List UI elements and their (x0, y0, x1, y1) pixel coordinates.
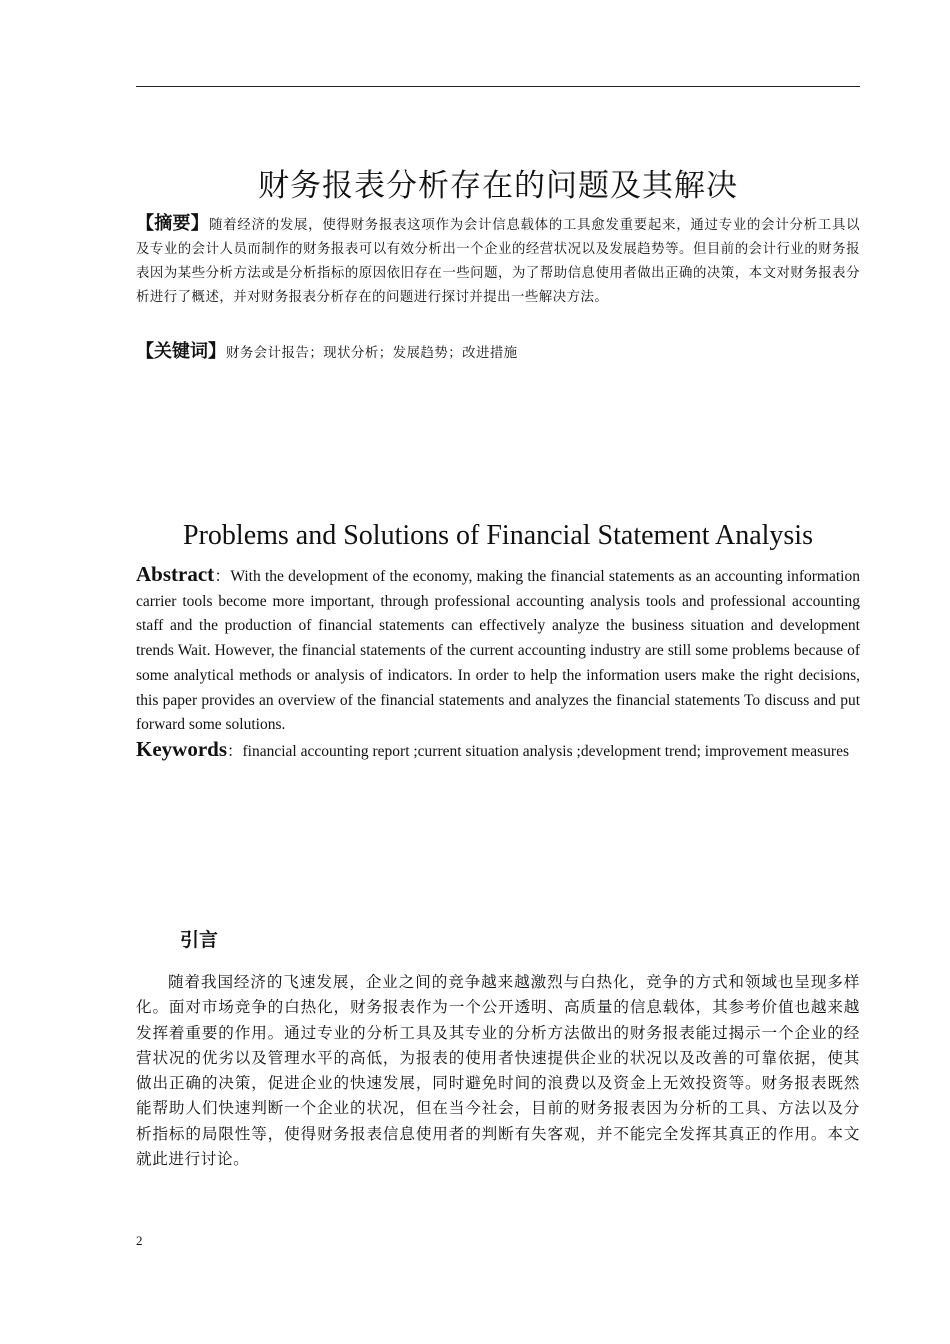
english-keywords (136, 737, 860, 765)
english-title: Problems and Solutions of Financial Statement Analysis (183, 520, 813, 551)
english-keywords-text: financial accounting report ;current situation analysis ;development trend; improvement measures (242, 743, 849, 760)
chinese-keywords (136, 340, 860, 366)
chinese-abstract-label: 【摘要】 (136, 213, 210, 234)
english-abstract-text: With the development of the economy, making the financial statements as an accounting information carrier tools become more important, through professional accounting analysis tools and professional accounting staff and the production of financial statements can effectively analyze the business situation and development trends Wait. However, the financial statements of the current accounting industry are still some problems because of some analytical methods or analysis of indicators. In order to help the information users make the right decisions, this paper provides an overview of the financial statements and analyzes the financial statements To discuss and put forward some solutions. (136, 568, 860, 734)
english-keywords-label: Keywords (136, 737, 227, 761)
english-keywords-separator: ： (227, 743, 243, 760)
chinese-abstract (136, 212, 860, 310)
introduction-heading: 引言 (180, 929, 219, 951)
english-abstract-label: Abstract (136, 562, 215, 586)
page-number: 2 (136, 1233, 143, 1248)
chinese-keywords-label: 【关键词】 (136, 341, 226, 362)
header-rule (136, 86, 860, 87)
chinese-keywords-text: 财务会计报告；现状分析；发展趋势；改进措施 (226, 346, 518, 361)
english-abstract (136, 562, 860, 738)
introduction-paragraph: 随着我国经济的飞速发展，企业之间的竞争越来越激烈与白热化，竞争的方式和领域也呈现多样化。面对市场竞争的白热化，财务报表作为一个公开透明、高质量的信息载体，其参考价值也越来越发挥着重要的作用。通过专业的分析工具及其专业的分析方法做出的财务报表能过揭示一个企业的经营状况的优劣以及管理水平的高低，为报表的使用者快速提供企业的状况以及改善的可靠依据，使其做出正确的决策，促进企业的快速发展，同时避免时间的浪费以及资金上无效投资等。财务报表既然能帮助人们快速判断一个企业的状况，但在当今社会，目前的财务报表因为分析的工具、方法以及分析指标的局限性等，使得财务报表信息使用者的判断有失客观，并不能完全发挥其真正的作用。本文就此进行讨论。 (136, 973, 860, 1169)
chinese-title: 财务报表分析存在的问题及其解决 (258, 168, 738, 204)
english-abstract-separator: ： (214, 568, 231, 585)
chinese-abstract-text: 随着经济的发展，使得财务报表这项作为会计信息载体的工具愈发重要起来，通过专业的会计分析工具以及专业的会计人员而制作的财务报表可以有效分析出一个企业的经营状况以及发展趋势等。但目前的会计行业的财务报表因为某些分析方法或是分析指标的原因依旧存在一些问题，为了帮助信息使用者做出正确的决策，本文对财务报表分析进行了概述，并对财务报表分析存在的问题进行探讨并提出一些解决方法。 (136, 218, 861, 305)
